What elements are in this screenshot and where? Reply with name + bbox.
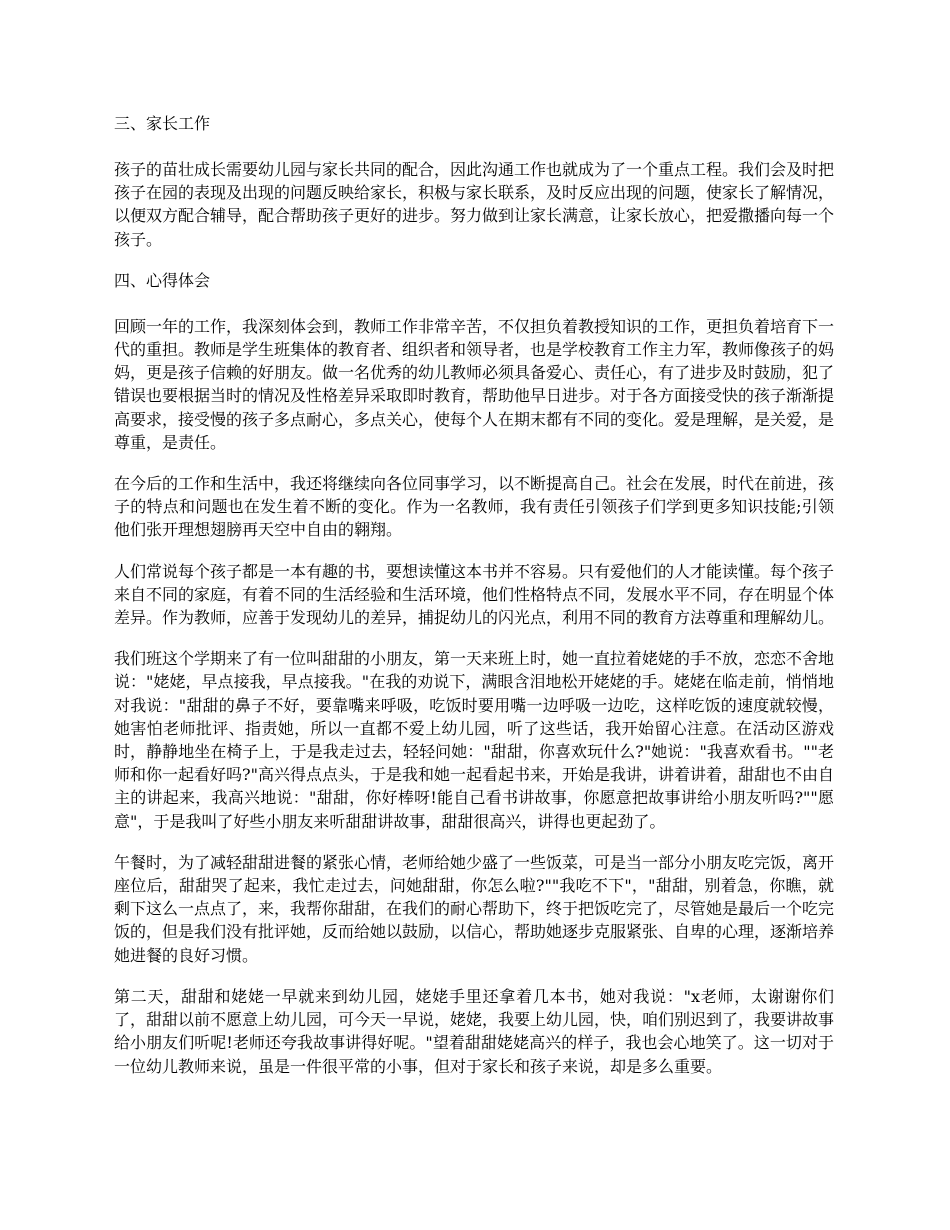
- document-page: [114, 112, 834, 1096]
- paragraph-reflection-children-books: 人们常说每个孩子都是一本有趣的书，要想读懂这本书并不容易。只有爱他们的人才能读懂。每个孩子来自不同的家庭，有着不同的生活经验和生活环境，他们性格特点不同，发展水平不同，存在明显个体差异。作为教师，应善于发现幼儿的差异，捕捉幼儿的闪光点，利用不同的教育方法尊重和理解幼儿。: [114, 561, 835, 628]
- paragraph-story-lunch: 午餐时，为了减轻甜甜进餐的紧张心情，老师给她少盛了一些饭菜，可是当一部分小朋友吃完饭，离开座位后，甜甜哭了起来，我忙走过去，问她甜甜，你怎么啦?""我吃不下"，"甜甜，别着急，你瞧，就剩下这么一点点了，来，我帮你甜甜，在我们的耐心帮助下，终于把饭吃完了，尽管她是最后一个吃完饭的，但是我们没有批评她，反而给她以鼓励，以信心，帮助她逐步克服紧张、自卑的心理，逐渐培养她进餐的良好习惯。: [114, 852, 835, 965]
- section-heading-reflections: 四、心得体会: [114, 270, 211, 290]
- paragraph-reflection-future: 在今后的工作和生活中，我还将继续向各位同事学习，以不断提高自己。社会在发展，时代在前进，孩子的特点和问题也在发生着不断的变化。作为一名教师，我有责任引领孩子们学到更多知识技能;引领他们张开理想翅膀再天空中自由的翱翔。: [114, 474, 835, 540]
- paragraph-story-tiantian-first-day: 我们班这个学期来了有一位叫甜甜的小朋友，第一天来班上时，她一直拉着姥姥的手不放，恋恋不舍地说："姥姥，早点接我，早点接我。"在我的劝说下，满眼含泪地松开姥姥的手。姥姥在临走前，悄悄地对我说："甜甜的鼻子不好，要靠嘴来呼吸，吃饭时要用嘴一边呼吸一边吃，这样吃饭的速度就较慢，她害怕老师批评、指责她，所以一直都不爱上幼儿园，听了这些话，我开始留心注意。在活动区游戏时，静静地坐在椅子上，于是我走过去，轻轻问她："甜甜，你喜欢玩什么?"她说："我喜欢看书。""老师和你一起看好吗?"高兴得点点头，于是我和她一起看起书来，开始是我讲，讲着讲着，甜甜也不由自主的讲起来，我高兴地说："甜甜，你好棒呀!能自己看书讲故事，你愿意把故事讲给小朋友听吗?""愿意"，于是我叫了好些小朋友来听甜甜讲故事，甜甜很高兴，讲得也更起劲了。: [114, 649, 835, 831]
- section-heading-parent-work: 三、家长工作: [114, 114, 211, 133]
- paragraph-parent-work: 孩子的苗壮成长需要幼儿园与家长共同的配合，因此沟通工作也就成为了一个重点工程。我们会及时把孩子在园的表现及出现的问题反映给家长，积极与家长联系，及时反应出现的问题，使家长了解情况，以便双方配合辅导，配合帮助孩子更好的进步。努力做到让家长满意，让家长放心，把爱撒播向每一个孩子。: [114, 160, 835, 249]
- paragraph-reflection-review: 回顾一年的工作，我深刻体会到，教师工作非常辛苦，不仅担负着教授知识的工作，更担负着培育下一代的重担。教师是学生班集体的教育者、组织者和领导者，也是学校教育工作主力军，教师像孩子的妈妈，更是孩子信赖的好朋友。做一名优秀的幼儿教师必须具备爱心、责任心，有了进步及时鼓励，犯了错误也要根据当时的情况及性格差异采取即时教育，帮助他早日进步。对于各方面接受快的孩子渐渐提高要求，接受慢的孩子多点耐心，多点关心，使每个人在期末都有不同的变化。爱是理解，是关爱，是尊重，是责任。: [114, 316, 835, 452]
- paragraph-story-second-day: 第二天，甜甜和姥姥一早就来到幼儿园，姥姥手里还拿着几本书，她对我说："x老师，太谢谢你们了，甜甜以前不愿意上幼儿园，可今天一早说，姥姥，我要上幼儿园，快，咱们别迟到了，我要讲故事给小朋友们听呢!老师还夸我故事讲得好呢。"望着甜甜姥姥高兴的样子，我也会心地笑了。这一切对于一位幼儿教师来说，虽是一件很平常的小事，但对于家长和孩子来说，却是多么重要。: [114, 986, 835, 1076]
